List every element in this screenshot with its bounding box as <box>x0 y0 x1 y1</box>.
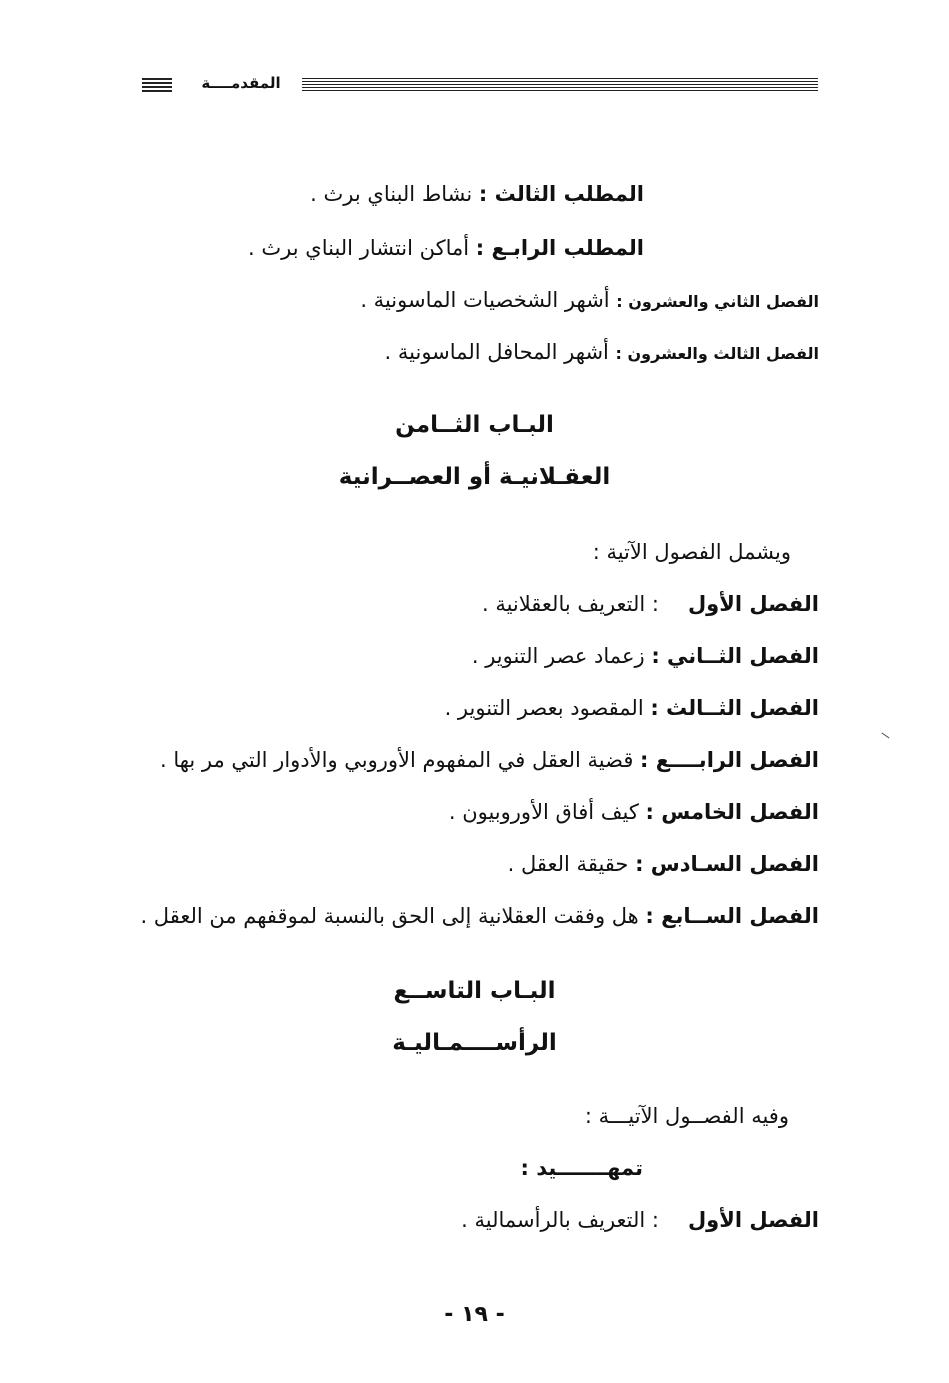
chapter-line <box>482 592 819 616</box>
chapter-text: هل وفقت العقلانية إلى الحق بالنسبة لموقفهم من العقل . <box>140 904 646 928</box>
chapter-line <box>449 800 819 824</box>
chapter-label: الفصل الثــاني : <box>651 644 819 668</box>
chapter-text: : التعريف بالعقلانية . <box>481 592 659 616</box>
preface-label: تمهـــــــيد : <box>520 1156 643 1180</box>
chapter-line <box>445 696 819 720</box>
chapter-label: الفصل الرابــــع : <box>640 748 819 772</box>
toc-label: المطلب الثالث : <box>478 182 644 206</box>
toc-text: نشاط البناي برث . <box>310 182 479 206</box>
part-subtitle: الرأســــمـاليـة <box>392 1030 557 1056</box>
chapter-text: كيف أفاق الأوروبيون . <box>448 800 646 824</box>
toc-line <box>248 236 644 260</box>
chapter-line <box>160 748 819 772</box>
chapter-text: حقيقة العقل . <box>507 852 636 876</box>
part-subtitle: العقـلانيـة أو العصــرانية <box>338 464 611 490</box>
toc-label: المطلب الرابـع : <box>475 236 644 260</box>
toc-line <box>310 182 644 206</box>
chapter-text: المقصود بعصر التنوير . <box>444 696 651 720</box>
scan-mark <box>882 733 890 739</box>
chapter-text: : التعريف بالرأسمالية . <box>461 1208 659 1232</box>
part-intro: ويشمل الفصول الآتية : <box>592 540 791 564</box>
part-intro: وفيه الفصــول الآتيـــة : <box>584 1104 789 1128</box>
header-rule-right <box>302 78 818 92</box>
chapter-line <box>508 852 819 876</box>
header-rule-left <box>142 78 172 92</box>
toc-text: أماكن انتشار البناي برث . <box>248 236 476 260</box>
toc-line <box>385 340 819 364</box>
toc-text: أشهر الشخصيات الماسونية . <box>360 288 617 312</box>
page-number: - ١٩ - <box>444 1302 505 1327</box>
chapter-line <box>140 904 819 928</box>
chapter-label: الفصل الخامس : <box>645 800 819 824</box>
toc-text: أشهر المحافل الماسونية . <box>384 340 616 364</box>
chapter-line <box>461 1208 819 1232</box>
toc-label: الفصل الثاني والعشرون : <box>616 292 819 311</box>
part-title: البـاب التاســع <box>393 978 556 1004</box>
running-header <box>142 74 818 98</box>
toc-label: الفصل الثالث والعشرون : <box>615 344 819 363</box>
chapter-text: قضية العقل في المفهوم الأوروبي والأدوار التي مر بها . <box>159 748 641 772</box>
chapter-line <box>472 644 819 668</box>
chapter-label: الفصل الســابع : <box>645 904 819 928</box>
chapter-label: الفصل الأول <box>687 1208 819 1232</box>
chapter-label: الفصل الثــالث : <box>650 696 819 720</box>
chapter-text: زعماد عصر التنوير . <box>471 644 652 668</box>
chapter-label: الفصل السـادس : <box>635 852 819 876</box>
chapter-label: الفصل الأول <box>687 592 819 616</box>
toc-line <box>360 288 819 312</box>
part-title: البـاب الثــامن <box>395 412 554 438</box>
header-title: المقدمــــة <box>201 74 281 92</box>
